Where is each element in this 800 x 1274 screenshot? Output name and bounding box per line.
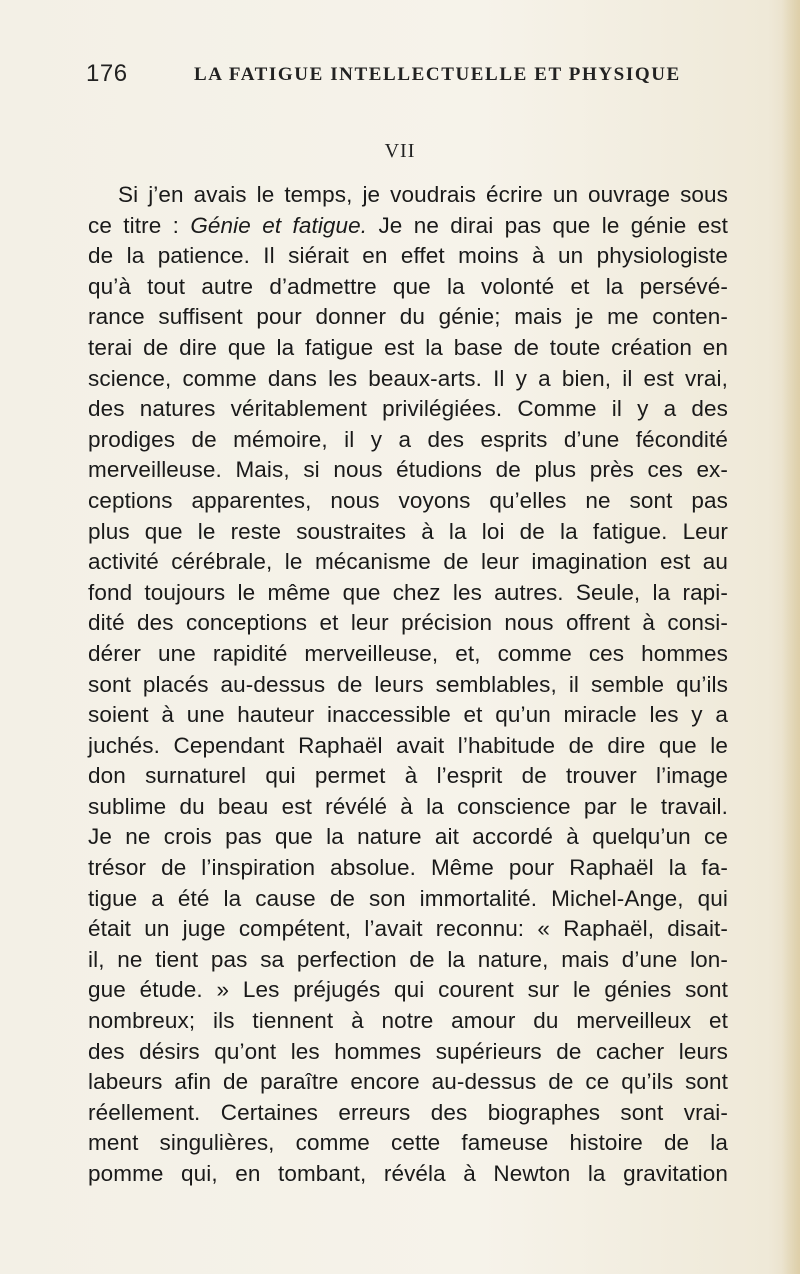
text-line: des natures véritablement privilégiées. Comme il y a des bbox=[88, 396, 728, 422]
text-fragment: ce titre : bbox=[88, 212, 191, 238]
text-line: soient à une hauteur inaccessible et qu’un miracle les y a bbox=[88, 702, 728, 728]
text-line: juchés. Cependant Raphaël avait l’habitude de dire que le bbox=[88, 732, 728, 758]
chapter-number: VII bbox=[384, 140, 416, 162]
text-line: de la patience. Il siérait en effet moins à un physiologiste bbox=[88, 243, 728, 269]
running-head bbox=[86, 60, 726, 88]
book-title-italic: Génie et fatigue. bbox=[190, 212, 368, 238]
page-number: 176 bbox=[86, 60, 128, 87]
text-line: merveilleuse. Mais, si nous étudions de plus près ces ex- bbox=[88, 457, 728, 483]
text-line: labeurs afin de paraître encore au-dessus de ce qu’ils sont bbox=[88, 1069, 728, 1095]
text-line: ceptions apparentes, nous voyons qu’elles ne sont pas bbox=[88, 487, 728, 513]
text-line: était un juge compétent, l’avait reconnu: « Raphaël, disait- bbox=[88, 916, 728, 942]
body-paragraph bbox=[88, 180, 728, 1190]
text-line: dérer une rapidité merveilleuse, et, comme ces hommes bbox=[88, 640, 728, 666]
text-line: nombreux; ils tiennent à notre amour du merveilleux et bbox=[88, 1008, 728, 1034]
text-line: terai de dire que la fatigue est la base de toute création en bbox=[88, 334, 728, 360]
text-line: sublime du beau est révélé à la conscience par le travail. bbox=[88, 793, 728, 819]
text-line bbox=[88, 211, 728, 242]
text-line: prodiges de mémoire, il y a des esprits d’une fécondité bbox=[88, 426, 728, 452]
text-line: ment singulières, comme cette fameuse histoire de la bbox=[88, 1130, 728, 1156]
text-line: qu’à tout autre d’admettre que la volonté et la persévé- bbox=[88, 273, 728, 299]
text-line: don surnaturel qui permet à l’esprit de trouver l’image bbox=[88, 763, 728, 789]
text-line: Si j’en avais le temps, je voudrais écrire un ouvrage sous bbox=[118, 182, 728, 207]
text-line: réellement. Certaines erreurs des biographes sont vrai- bbox=[88, 1099, 728, 1125]
text-line: dité des conceptions et leur précision nous offrent à consi- bbox=[88, 610, 728, 636]
text-line: sont placés au-dessus de leurs semblables, il semble qu’ils bbox=[88, 671, 728, 697]
text-line: fond toujours le même que chez les autres. Seule, la rapi- bbox=[88, 579, 728, 605]
page-edge-shadow bbox=[782, 0, 800, 1274]
text-line: activité cérébrale, le mécanisme de leur imagination est au bbox=[88, 549, 728, 575]
text-line: Je ne crois pas que la nature ait accordé à quelqu’un ce bbox=[88, 824, 728, 850]
running-title: LA FATIGUE INTELLECTUELLE ET PHYSIQUE bbox=[194, 64, 681, 85]
text-line: rance suffisent pour donner du génie; mais je me conten- bbox=[88, 304, 728, 330]
text-line: plus que le reste soustraites à la loi de la fatigue. Leur bbox=[88, 518, 728, 544]
text-line: science, comme dans les beaux-arts. Il y a bien, il est vrai, bbox=[88, 365, 728, 391]
text-line: gue étude. » Les préjugés qui courent sur le génies sont bbox=[88, 977, 728, 1003]
text-line: tigue a été la cause de son immortalité. Michel-Ange, qui bbox=[88, 885, 728, 911]
text-fragment: Je ne dirai pas que le génie est bbox=[367, 212, 728, 238]
text-line: trésor de l’inspiration absolue. Même pour Raphaël la fa- bbox=[88, 855, 728, 881]
text-line: il, ne tient pas sa perfection de la nature, mais d’une lon- bbox=[88, 946, 728, 972]
text-line: des désirs qu’ont les hommes supérieurs de cacher leurs bbox=[88, 1038, 728, 1064]
text-line: pomme qui, en tombant, révéla à Newton la gravitation bbox=[88, 1161, 728, 1186]
